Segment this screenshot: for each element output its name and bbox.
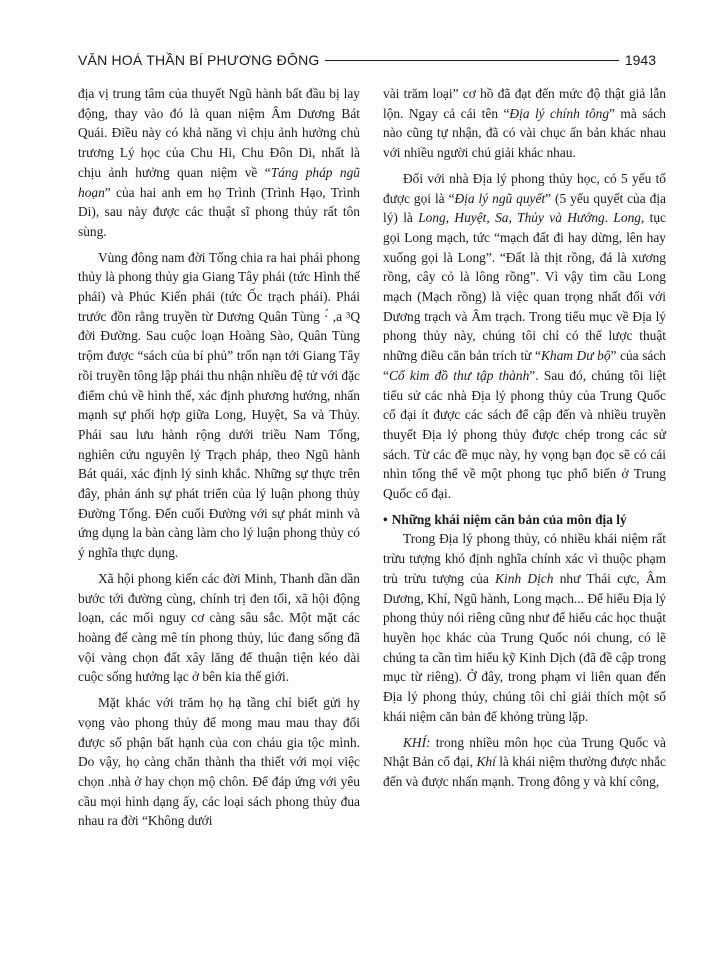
left-column bbox=[78, 84, 360, 831]
header-rule bbox=[325, 60, 618, 61]
section-heading: • Những khái niệm căn bản của môn địa lý bbox=[383, 511, 627, 527]
paragraph: Mặt khác với trăm họ hạ tầng chỉ biết gửi hy vọng vào phong thủy để mong mau mau thay đổi được số phận bất hạnh của con cháu gia tộc mình. Do vậy, họ càng chăn thành tha thiết với mọi việc chọn .nhà ở hay chọn mộ chôn. Để đáp ứng với yêu cầu mọi hình dạng ấy, các loại sách phong thủy đua nhau ra đời “Không dưới bbox=[78, 695, 360, 829]
paragraph: Trong Địa lý phong thủy, có nhiều khái niệm rất trừu tượng khó định nghĩa chính xác vì thuộc phạm trù trừu tượng của Kinh Dịch như Thái cực, Âm Dương, Khí, Ngũ hành, Long mạch... Để hiểu Địa lý phong thủy nói riêng cũng như để hiểu các học thuật huyền học khác của Trung Quốc nói chung, có lẽ chúng ta cần tìm hiểu kỹ Kinh Dịch (đã đề cập trong mục từ riêng). Ở đây, trong phạm vi liên quan đến Địa lý phong thủy, chúng tôi chỉ giải thích một số khái niệm căn bản để khỏng trùng lặp. bbox=[383, 531, 667, 724]
page-number: 1943 bbox=[624, 52, 656, 68]
paragraph: Vùng đông nam đời Tống chia ra hai phái phong thủy là phong thủy gia Giang Tây phái (tức Hình thế phái) và Phúc Kiến phái (tức Ốc trạch phái). Phái trước đồn rằng truyền từ Dương Quân Tùng ·́ ,a ³Q đời Đường. Sau cuộc loạn Hoàng Sào, Quân Tùng trộm được “sách của bí phủ” trốn nạn tới Giang Tây rồi truyền tông lập phái thu nhận nhiều đệ tử với đặc điểm chủ về hình thế, xác định phương hướng, nhấn mạnh sự phối hợp giữa Long, Huyệt, Sa và Thủy. Phái sau lưu hành rộng dưới triều Nam Tống, nghiên cứu nguyên lý Trạch pháp, theo Ngũ hành Bát quái, xác định lý sinh khắc. Những sự thực trên đây, phản ánh sự phát triển của lý luận phong thủy Đường Tống. Đến cuối Đường với sự phát minh và ứng dụng la bàn càng làm cho lý luận phong thủy có ý nghĩa thực dụng. bbox=[78, 249, 360, 561]
paragraph: KHÍ: trong nhiều môn học của Trung Quốc và Nhật Bản cổ đại, Khí là khái niệm thường được nhắc đến và được nhấn mạnh. Trong đông y và khí công, bbox=[383, 734, 666, 789]
paragraph: vài trăm loại” cơ hồ đã đạt đến mức độ thật giả lẫn lộn. Ngay cả cái tên “Địa lý chính tông” mà sách nào cũng tự nhận, đã có vài chục ấn bản khác nhau với nhiều người chú giải khác nhau. bbox=[383, 86, 666, 161]
paragraph: Xã hội phong kiến các đời Minh, Thanh dần dần bước tới đường cùng, chính trị đen tối, xã hội động loạn, các mối nguy cơ càng sâu sắc. Một mặt các hoàng đế càng mê tín phong thủy, lúc đang sống đã vội vàng chọn đất xây lăng để thuận tiện kéo dài cuộc sống hưởng lạc ở bên kia thế giới. bbox=[78, 570, 360, 685]
right-column bbox=[383, 84, 666, 792]
paragraph: địa vị trung tâm của thuyết Ngũ hành bất đầu bị lay động, thay vào đó là quan niệm Âm Dương Bát Quái. Điều này có khả năng vì chịu ảnh hưởng chủ trương Lý học của Chu Hi, Chu Đôn Di, nhất là chịu ảnh hưởng quan niệm về “Táng pháp ngũ hoạn” của hai anh em họ Trình (Trình Hạo, Trình Di), sau này được các thuật sĩ phong thủy rất tôn sùng. bbox=[78, 86, 360, 239]
book-title: VĂN HOÁ THẦN BÍ PHƯƠNG ĐÔNG bbox=[78, 52, 320, 68]
paragraph: Đối với nhà Địa lý phong thủy học, có 5 yếu tố được gọi là “Địa lý ngũ quyết” (5 yếu quyết của địa lý) là Long, Huyệt, Sa, Thủy và Hướng. Long, tục gọi Long mạch, tức “mạch đất đi hay dừng, lên hay xuống gọi là Long”. “Đất là thịt rồng, đá là xương rồng, cây cỏ là lông rồng”. Vì vậy tìm cầu Long mạch (Mạch rồng) là việc quan trọng nhất đối với Dương trạch và Âm trạch. Trong tiểu mục về Địa lý phong thủy này, chúng tôi chỉ có thể lược thuật những điều căn bản trích từ “Kham Dư bộ” của sách “Cổ kim đồ thư tập thành”. Sau đó, chúng tôi liệt tiểu sử các nhà Địa lý phong thủy của Trung Quốc cổ đại ít được các sách để cập đến và nhiều truyền thuyết Địa lý phong thủy được chép trong các sử sách. Từ các đề mục này, hy vọng bạn đọc sẽ có cái nhìn tổng thể về một phong tục phổ biến ở Trung Quốc cổ đại. bbox=[383, 170, 667, 502]
bullet-icon: • bbox=[383, 511, 388, 527]
running-header bbox=[78, 49, 656, 71]
